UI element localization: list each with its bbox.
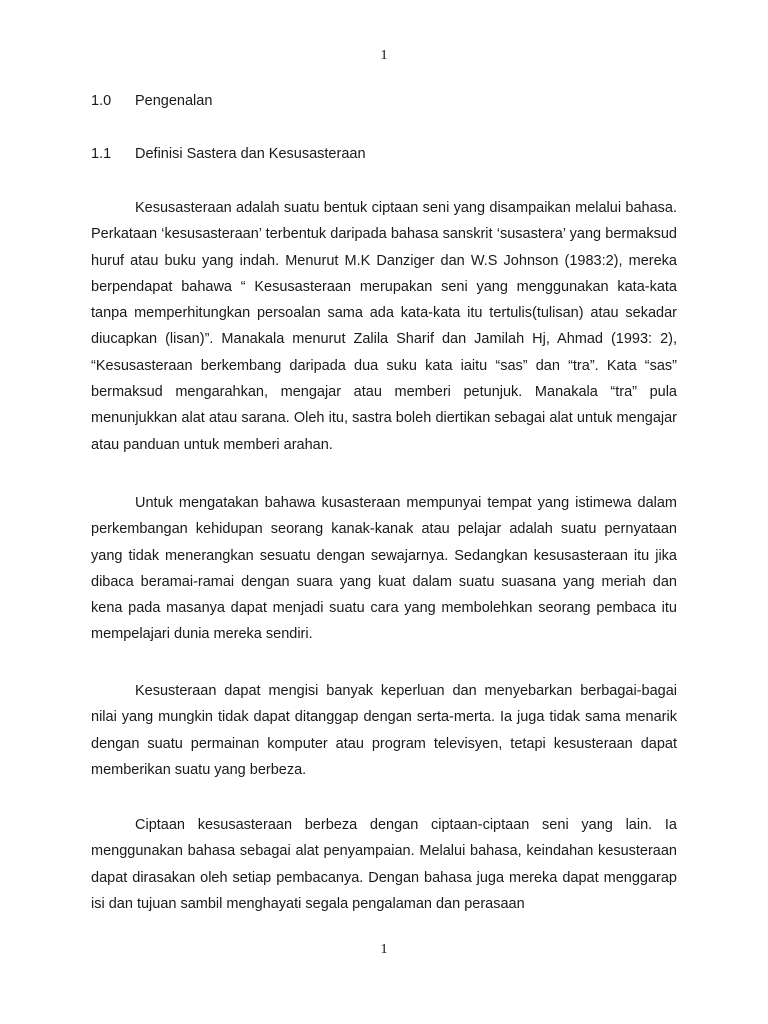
paragraph-3: Kesusteraan dapat mengisi banyak keperluan dan menyebarkan berbagai-bagai nilai yang mungkin tidak dapat ditanggap dengan serta-merta. Ia juga tidak sama menarik dengan suatu permainan komputer atau program televisyen, tetapi kesusteraan dapat memberikan suatu yang berbeza. bbox=[91, 683, 677, 778]
paragraph-1: Kesusasteraan adalah suatu bentuk ciptaan seni yang disampaikan melalui bahasa. Perkataan ‘kesusasteraan’ terbentuk daripada bahasa sanskrit ‘susastera’ yang bermaksud huruf atau buku yang indah. Menurut M.K Danziger dan W.S Johnson (1983:2), mereka berpendapat bahawa “ Kesusasteraan merupakan seni yang menggunakan kata-kata tanpa memperhitungkan persoalan sama ada kata-kata itu tertulis(tulisan) atau sekadar diucapkan (lisan)”. Manakala menurut Zalila Sharif dan Jamilah Hj, Ahmad (1993: 2), “Kesusasteraan berkembang daripada dua suku kata iaitu “sas” dan “tra”. Kata “sas” bermaksud mengarahkan, mengajar atau memberi petunjuk. Manakala “tra” pula menunjukkan alat atau sarana. Oleh itu, sastra boleh diertikan sebagai alat untuk mengajar atau panduan untuk memberi arahan. bbox=[91, 200, 677, 453]
subsection-number: 1.1 bbox=[91, 146, 112, 162]
section-number: 1.0 bbox=[91, 93, 112, 109]
subsection-heading bbox=[91, 146, 366, 162]
paragraph-2: Untuk mengatakan bahawa kusasteraan mempunyai tempat yang istimewa dalam perkembangan kehidupan seorang kanak-kanak atau pelajar adalah suatu pernyataan yang tidak menerangkan sesuatu dengan sewajarnya. Sedangkan kesusasteraan itu jika dibaca beramai-ramai dengan suara yang kuat dalam suatu suasana yang meriah dan kena pada masanya dapat menjadi suatu cara yang membolehkan seorang pembaca itu mempelajari dunia mereka sendiri. bbox=[91, 495, 677, 643]
paragraph-4: Ciptaan kesusasteraan berbeza dengan ciptaan-ciptaan seni yang lain. Ia menggunakan bahasa sebagai alat penyampaian. Melalui bahasa, keindahan kesusteraan dapat dirasakan oleh setiap pembacanya. Dengan bahasa juga mereka dapat menggarap isi dan tujuan sambil menghayati segala pengalaman dan perasaan bbox=[91, 817, 677, 912]
page-number-top: 1 bbox=[380, 48, 388, 63]
section-heading bbox=[91, 93, 212, 109]
section-title: Pengenalan bbox=[135, 93, 213, 109]
subsection-title: Definisi Sastera dan Kesusasteraan bbox=[135, 146, 366, 162]
page-number-bottom: 1 bbox=[380, 942, 388, 957]
